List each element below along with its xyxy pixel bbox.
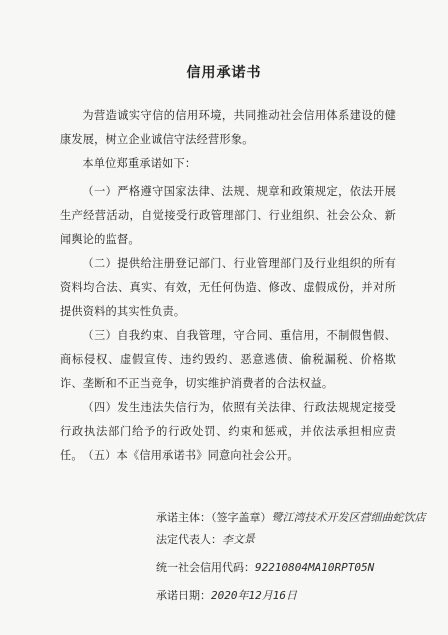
lead-paragraph: 本单位郑重承诺如下： xyxy=(82,157,197,170)
date-label: 承诺日期： xyxy=(156,589,211,602)
signature-entity-row xyxy=(156,508,426,528)
entity-handwritten: 鹭江湾技术开发区营细曲蛇饮店 xyxy=(271,511,426,524)
credit-label: 统一社会信用代码： xyxy=(156,561,255,574)
commitment-item-3: （三）自我约束、自我管理，守合同、重信用，不制假售假、商标侵权、虚假宣传、违约毁约、恶意逃债、偷税漏税、价格欺诈、垄断和不正当竞争，切实维护消费者的合法权益。 xyxy=(60,329,396,390)
commitment-item-2: （二）提供给注册登记部门、行业管理部门及行业组织的所有资料均合法、真实、有效，无任何伪造、修改、虚假成份，并对所提供资料的其实性负责。 xyxy=(60,257,396,318)
rep-signature: 李文景 xyxy=(221,532,256,547)
commitment-item-1: （一）严格遵守国家法律、法规、规章和政策规定，依法开展生产经营活动，自觉接受行政管理部门、行业组织、社会公众、新闻舆论的监督。 xyxy=(60,185,396,246)
intro-paragraph: 为营造诚实守信的信用环境，共同推动社会信用体系建设的健康发展，树立企业诚信守法经营形象。 xyxy=(60,109,396,146)
signature-date-row xyxy=(156,586,297,606)
commitment-item-4: （四）发生违法失信行为，依照有关法律、行政法规规定接受行政执法部门给予的行政处罚、约束和惩戒，并依法承担相应责任。 xyxy=(60,401,396,462)
commitment-item-5: （五）本《信用承诺书》同意向社会公开。 xyxy=(82,449,299,462)
signature-credit-row xyxy=(156,558,374,578)
entity-label: 承诺主体：（签字盖章） xyxy=(156,511,272,524)
rep-label: 法定代表人： xyxy=(156,533,222,546)
credit-code-handwritten: 92210804MA10RPT05N xyxy=(255,561,375,574)
signature-rep-row xyxy=(156,530,255,550)
document-title: 信用承诺书 xyxy=(186,65,262,81)
date-handwritten: 2020年12月16日 xyxy=(211,589,297,602)
